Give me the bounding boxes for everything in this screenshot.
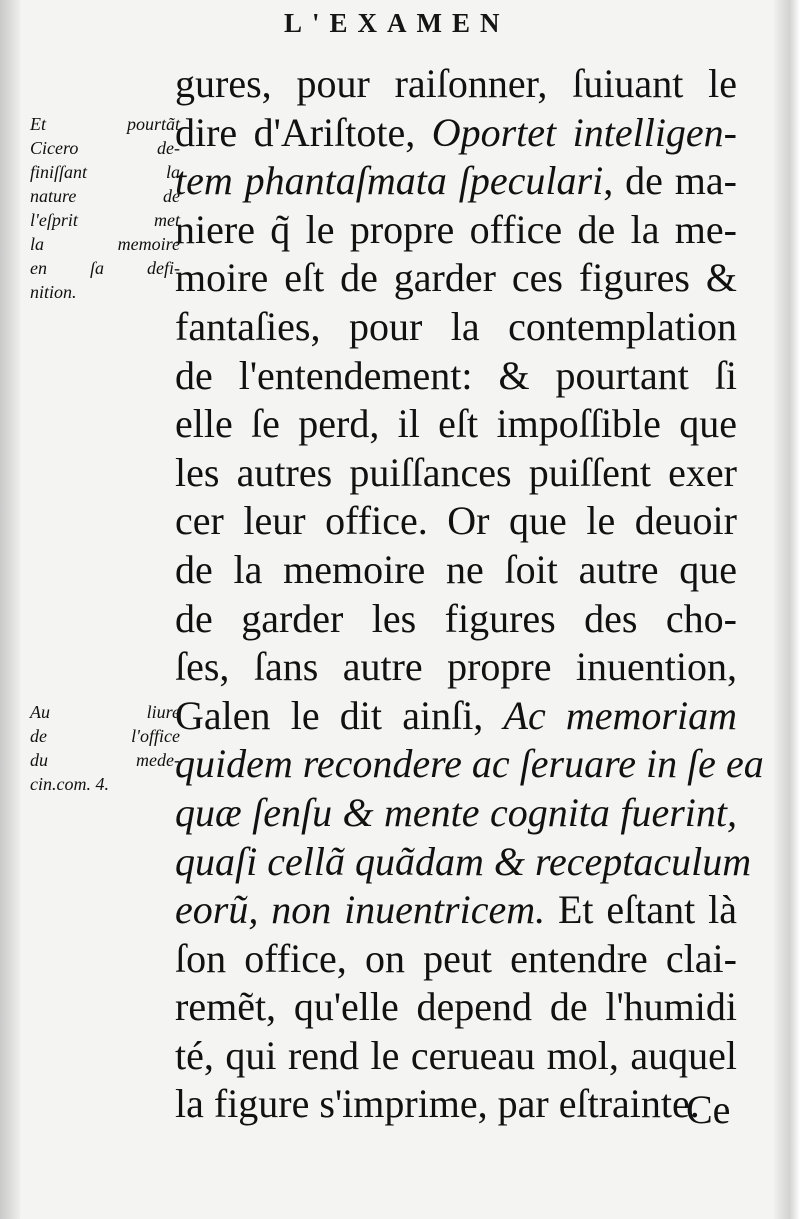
latin-quotation: quidem recondere ac ſeruare in ſe ea [175, 741, 764, 787]
text-line [175, 643, 737, 692]
latin-quotation: quæ ſenſu & mente cognita fuerint, [175, 789, 737, 835]
marginal-note-line: finiſſant la [30, 162, 180, 182]
marginal-note-line: en ſa defi- [30, 258, 180, 278]
marginal-note-line: nition. [30, 282, 77, 302]
text-line [175, 595, 737, 644]
text-line [175, 206, 737, 255]
marginal-note-line: Et pourtãt [30, 114, 180, 134]
line-text: cer leur office. Or que le deuoir [175, 498, 737, 544]
latin-quotation: eorũ, non inuentricem. [175, 887, 546, 933]
marginal-note-1 [30, 112, 180, 304]
line-text: Et eſtant là [545, 887, 738, 933]
line-text: moire eſt de garder ces figures & [175, 255, 737, 301]
line-text: té, qui rend le cerueau mol, auquel [175, 1032, 737, 1078]
marginal-note-2 [30, 700, 180, 796]
line-text: elle ſe perd, il eſt impoſſible que [175, 401, 737, 447]
line-text: Galen le dit ainſi, [175, 692, 504, 738]
marginal-note-line: Cicero de- [30, 138, 180, 158]
line-text: dire d'Ariſtote, [175, 109, 432, 155]
page-gutter-shadow [0, 0, 20, 1219]
text-line [175, 254, 737, 303]
text-line [175, 1032, 737, 1081]
text-line [175, 546, 737, 595]
latin-quotation: Oportet intelligen- [431, 109, 737, 155]
text-line [175, 983, 737, 1032]
marginal-note-line: de l'office [30, 726, 180, 746]
marginal-note-line: la memoire [30, 234, 180, 254]
line-text: de l'entendement: & pourtant ſi [175, 352, 737, 398]
page-edge-shadow [774, 0, 800, 1219]
text-line [175, 157, 737, 206]
line-text: de la memoire ne ſoit autre que [175, 546, 737, 592]
marginal-note-line: nature de [30, 186, 180, 206]
line-text: niere q̃ le propre office de la me- [175, 206, 737, 252]
text-line [175, 497, 737, 546]
marginal-note-line: l'eſprit met [30, 210, 180, 230]
running-head: L'EXAMEN [284, 8, 510, 38]
text-line [175, 1080, 737, 1129]
main-text-block [175, 60, 764, 1129]
text-line [175, 838, 752, 887]
text-line [175, 109, 737, 158]
text-line [175, 935, 737, 984]
text-line [175, 303, 737, 352]
line-text: de garder les figures des cho- [175, 595, 737, 641]
marginal-note-line: du mede- [30, 750, 180, 770]
catchword: Ce [686, 1087, 731, 1132]
text-line [175, 789, 737, 838]
text-line [175, 400, 737, 449]
marginal-note-line: cin.com. 4. [30, 774, 109, 794]
marginal-note-line: Au liure [30, 702, 180, 722]
line-text: gures, pour raiſonner, ſuiuant le [175, 61, 737, 106]
text-line [175, 886, 737, 935]
line-text: remẽt, qu'elle depend de l'humidi [175, 984, 737, 1030]
line-text: ſes, ſans autre propre inuention, [175, 644, 737, 690]
line-text: fantaſies, pour la contemplation [175, 303, 737, 349]
line-text: la figure s'imprime, par eſtrainte. [175, 1081, 700, 1127]
text-line [175, 352, 737, 401]
line-text: , de ma- [603, 158, 737, 204]
text-line [175, 740, 764, 789]
text-line [175, 692, 737, 741]
line-text: les autres puiſſances puiſſent exer [175, 449, 737, 495]
text-line [175, 60, 737, 109]
latin-quotation: quaſi cellã quãdam & receptaculum [175, 838, 752, 884]
text-line [175, 449, 737, 498]
latin-quotation: tem phantaſmata ſpeculari [175, 158, 604, 204]
latin-quotation: Ac memoriam [503, 692, 737, 738]
line-text: ſon office, on peut entendre clai- [175, 935, 737, 981]
